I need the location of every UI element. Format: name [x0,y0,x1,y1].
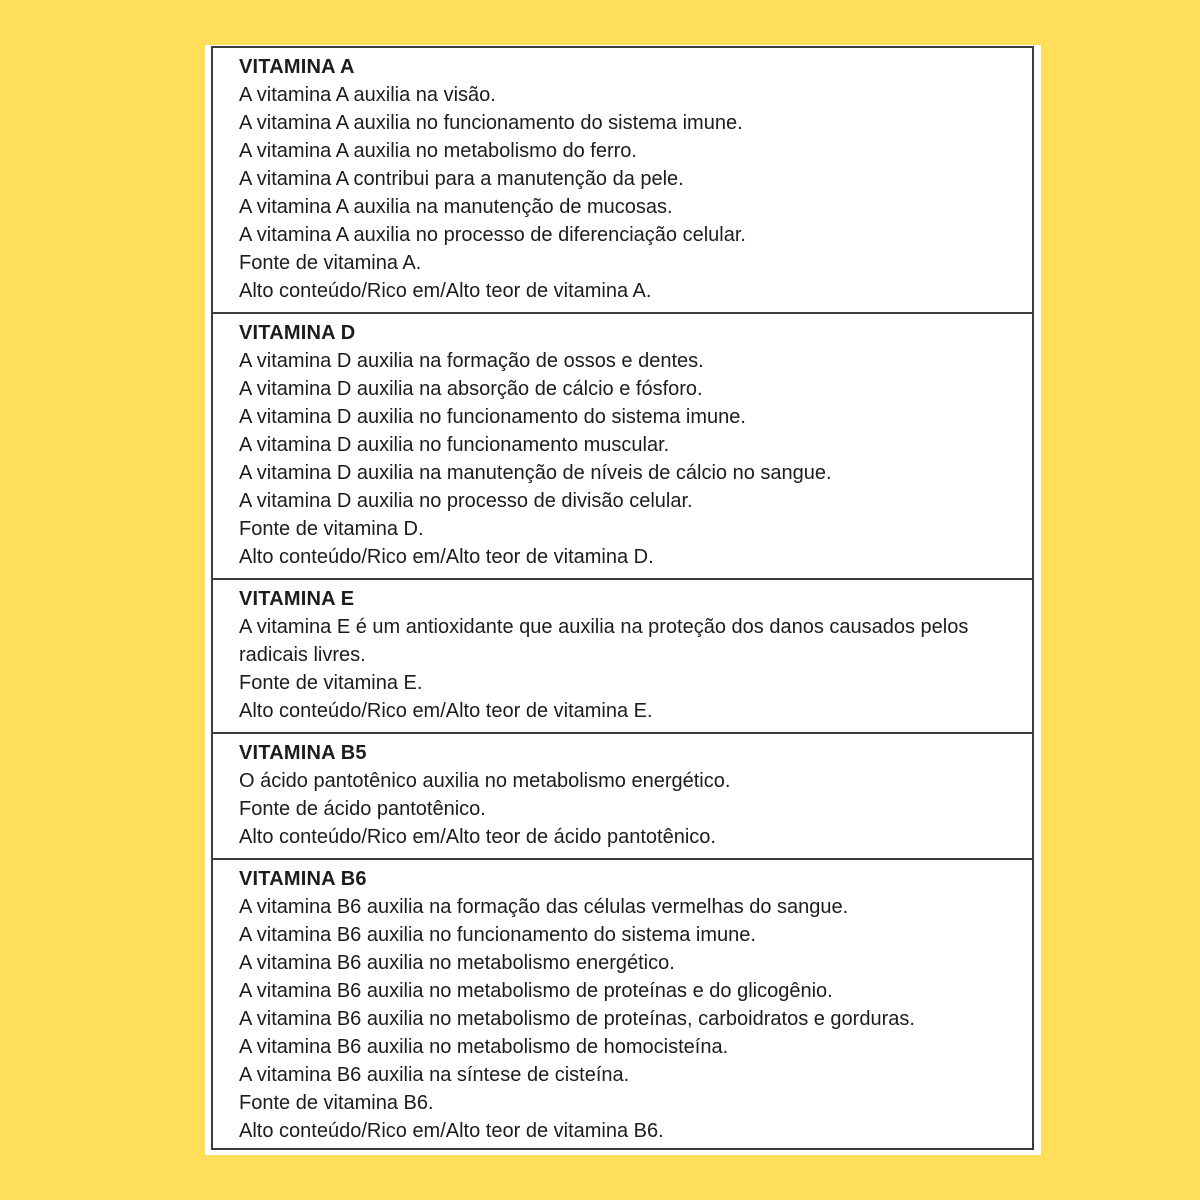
claim-line: A vitamina D auxilia na absorção de cálcio e fósforo. [239,378,703,400]
claim-line: A vitamina B6 auxilia na síntese de cisteína. [239,1064,630,1086]
vitamin-section-vitamina-b5 [213,734,1032,860]
section-title: VITAMINA B6 [239,868,367,890]
document-page [205,45,1041,1155]
claim-line: A vitamina A auxilia na manutenção de mucosas. [239,196,673,218]
vitamin-section-vitamina-b6 [213,860,1032,1152]
section-title: VITAMINA D [239,322,356,344]
vitamin-table [211,46,1034,1150]
vitamin-section-vitamina-e [213,580,1032,734]
claim-line: A vitamina B6 auxilia no funcionamento do sistema imune. [239,924,756,946]
claim-line: Alto conteúdo/Rico em/Alto teor de vitamina A. [239,280,652,302]
claim-line: A vitamina D auxilia na formação de ossos e dentes. [239,350,704,372]
vitamin-section-vitamina-a [213,48,1032,314]
section-title: VITAMINA A [239,56,355,78]
claim-line: Fonte de vitamina A. [239,252,422,274]
claim-line: Alto conteúdo/Rico em/Alto teor de vitamina B6. [239,1120,664,1142]
claim-line: Fonte de vitamina D. [239,518,424,540]
claim-line: A vitamina B6 auxilia no metabolismo de proteínas, carboidratos e gorduras. [239,1008,915,1030]
claim-line: Alto conteúdo/Rico em/Alto teor de ácido pantotênico. [239,826,716,848]
claim-line: O ácido pantotênico auxilia no metabolismo energético. [239,770,731,792]
claim-line: Fonte de ácido pantotênico. [239,798,486,820]
claim-line: A vitamina D auxilia no processo de divisão celular. [239,490,693,512]
claim-line: A vitamina D auxilia no funcionamento muscular. [239,434,670,456]
claim-line: A vitamina B6 auxilia no metabolismo energético. [239,952,675,974]
claim-line: A vitamina E é um antioxidante que auxilia na proteção dos danos causados pelos radicais livres. [239,616,969,666]
claim-line: A vitamina A auxilia na visão. [239,84,496,106]
claim-line: A vitamina B6 auxilia no metabolismo de proteínas e do glicogênio. [239,980,833,1002]
section-title: VITAMINA B5 [239,742,367,764]
claim-line: A vitamina B6 auxilia na formação das células vermelhas do sangue. [239,896,849,918]
section-title: VITAMINA E [239,588,355,610]
claim-line: Fonte de vitamina E. [239,672,423,694]
claim-line: A vitamina A contribui para a manutenção da pele. [239,168,684,190]
claim-line: A vitamina A auxilia no metabolismo do ferro. [239,140,637,162]
claim-line: A vitamina B6 auxilia no metabolismo de homocisteína. [239,1036,729,1058]
claim-line: Alto conteúdo/Rico em/Alto teor de vitamina E. [239,700,653,722]
claim-line: A vitamina D auxilia na manutenção de níveis de cálcio no sangue. [239,462,832,484]
claim-line: Fonte de vitamina B6. [239,1092,434,1114]
claim-line: A vitamina A auxilia no processo de diferenciação celular. [239,224,746,246]
claim-line: A vitamina D auxilia no funcionamento do sistema imune. [239,406,746,428]
claim-line: A vitamina A auxilia no funcionamento do sistema imune. [239,112,743,134]
vitamin-section-vitamina-d [213,314,1032,580]
claim-line: Alto conteúdo/Rico em/Alto teor de vitamina D. [239,546,654,568]
